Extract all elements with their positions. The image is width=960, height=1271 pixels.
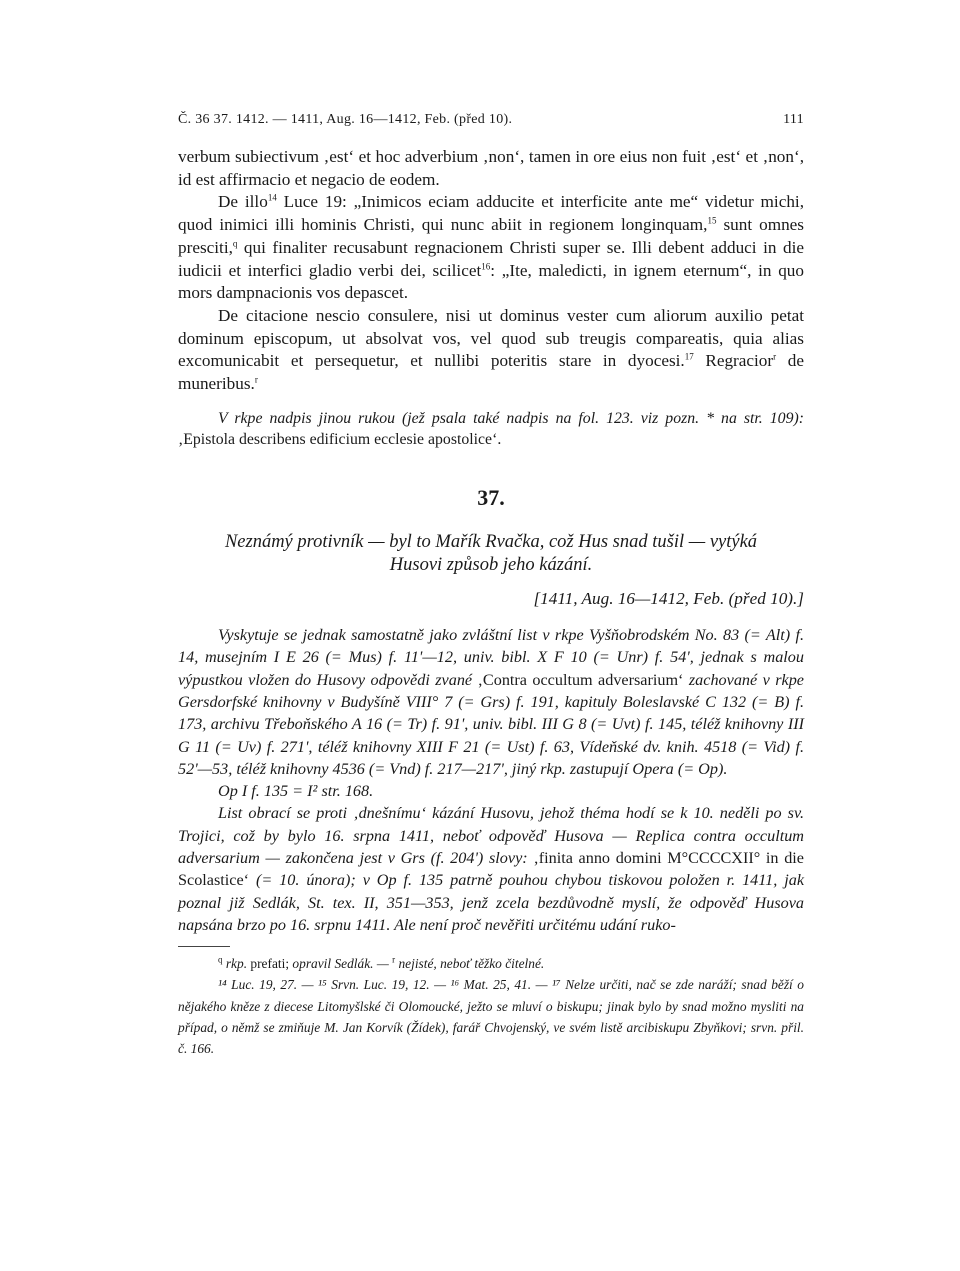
editor-note: V rkpe nadpis jinou rukou (jež psala také nadpis na fol. 123. viz pozn. * na str. 109): ‚Epistola describens edificium ecclesie apostolice‘. [178,409,804,449]
paragraph-1: verbum subiectivum ‚est‘ et hoc adverbium ‚non‘, tamen in ore eius non fuit ‚est‘ et ‚non‘, id est affirmacio et negacio de eodem. [178,147,804,189]
paragraph-3: De citacione nescio consulere, nisi ut dominus vester cum aliorum auxilio petat dominum episcopum, ut absolvat vos, vel quod sub treugis compareatis, quia alias excomunicabit et persequetur, et nullibi poteritis stare in dyocesi.$^{17}$ Regracior$^r$ de muneribus.$^r$ [178,305,804,394]
footnote-ref-14: 14 [267,192,277,203]
header-left: Č. 36 37. 1412. — 1411, Aug. 16—1412, Feb. (před 10). [178,112,513,127]
intro-paragraph-1: Vyskytuje se jednak samostatně jako zvláštní list v rkpe Vyšňobrodském No. 83 (= Alt) f. 14, musejním I E 26 (= Mus) f. 11'—12, univ. bibl. X F 10 (= Unr) f. 54', jednak s malou výpustkou vložen do Husovy odpovědi zvané ‚Contra occultum adversarium‘ zachované v rkpe Gersdorfské knihovny v Budyšíně VIII° 7 (= Grs) f. 191, kapituly Boleslavské C 132 (= B) f. 173, archivu Třeboňského A 16 (= Tr) f. 91', univ. bibl. III G 8 (= Uvt) f. 145, téléž knihovny III G 11 (= Uv) f. 271', téléž knihovny XIII F 21 (= Ust) f. 63, Vídeňské dv. knih. 4518 (= Vid) f. 52'—53, téléž knihovny 4536 (= Vnd) f. 217—217', jiný rkp. zastupují Opera (= Op). [178,626,804,778]
letter-text [178,146,804,396]
footnote-ref-q: q [232,238,238,249]
document-number: 37. [477,484,505,510]
footnote-ref-r: r [773,351,777,362]
footnote-ref-16: 16 [481,260,491,271]
footnote-ref-17: 17 [684,351,694,362]
intro-paragraph-2: Op I f. 135 = I² str. 168. [218,782,374,801]
footnote-sources: ¹⁴ Luc. 19, 27. — ¹⁵ Srvn. Luc. 19, 12. — ¹⁶ Mat. 25, 41. — ¹⁷ Nelze určiti, nač se zde naráží; snad běží o nějakého kněze z diecese Litomyšlské či Olomoucké, ježto se mluví o biskupu; jinak bylo by snad možno mysliti na případ, o němž se zmiňuje M. Jan Korvík (Žídek), farář Chvojenský, ve svém listě arcibiskupu Zbyňkovi; srvn. přil. č. 166. [178,977,804,1057]
footnote-divider [178,946,230,947]
document-date: [1411, Aug. 16—1412, Feb. (před 10).] [533,589,804,609]
document-title: Neznámý protivník — byl to Mařík Rvačka, což Hus snad tušil — vytýká Husovi způsob jeho kázání. [224,531,758,575]
footnote-ref-r-2: r [254,374,258,385]
footnote-ref-15: 15 [707,215,717,226]
editorial-introduction [178,624,804,936]
paragraph-2: De illo$^{14}$ Luce 19: „Inimicos eciam adducite et interficite ante me“ videtur michi, quod inimici illi hominis Christi, qui nunc abiit in regionem longinquam,$^{15}$ sunt omnes presciti,$^q$ qui finaliter recusabunt regnacionem Christi super se. Illi debent adduci in die iudicii et interfici gladio verbi dei, scilicet$^{16}$: „Ite, maledicti, in ignem eternum“, in quo mors dampnacionis vos depascet. [178,192,804,303]
document-page [178,112,804,1059]
footnote-variants: $^q$ rkp. prefati; opravil Sedlák. — $^r$ nejisté, neboť těžko čitelné. [218,954,545,972]
footnotes [178,953,804,1059]
running-header [178,112,804,128]
intro-paragraph-3: List obrací se proti ‚dnešnímu‘ kázání Husovu, jehož théma hodí se k 10. neděli po sv. Trojici, což by bylo 16. srpna 1411, neboť odpověď Husova — Replica contra occultum adversarium — zakončena jest v Grs (f. 204') slovy: ‚finita anno domini M°CCCCXII° in die Scolastice‘ (= 10. února); v Op f. 135 patrně pouhou chybou tiskovou položen r. 1411, jak poznal již Sedlák, St. tex. II, 351—353, jenž zcela bezdůvodně myslí, že odpověď Husova napsána brzo po 16. srpnu 1411. Ale není proč nevěřiti určitému udání ruko- [178,804,804,934]
page-number: 111 [783,112,804,127]
